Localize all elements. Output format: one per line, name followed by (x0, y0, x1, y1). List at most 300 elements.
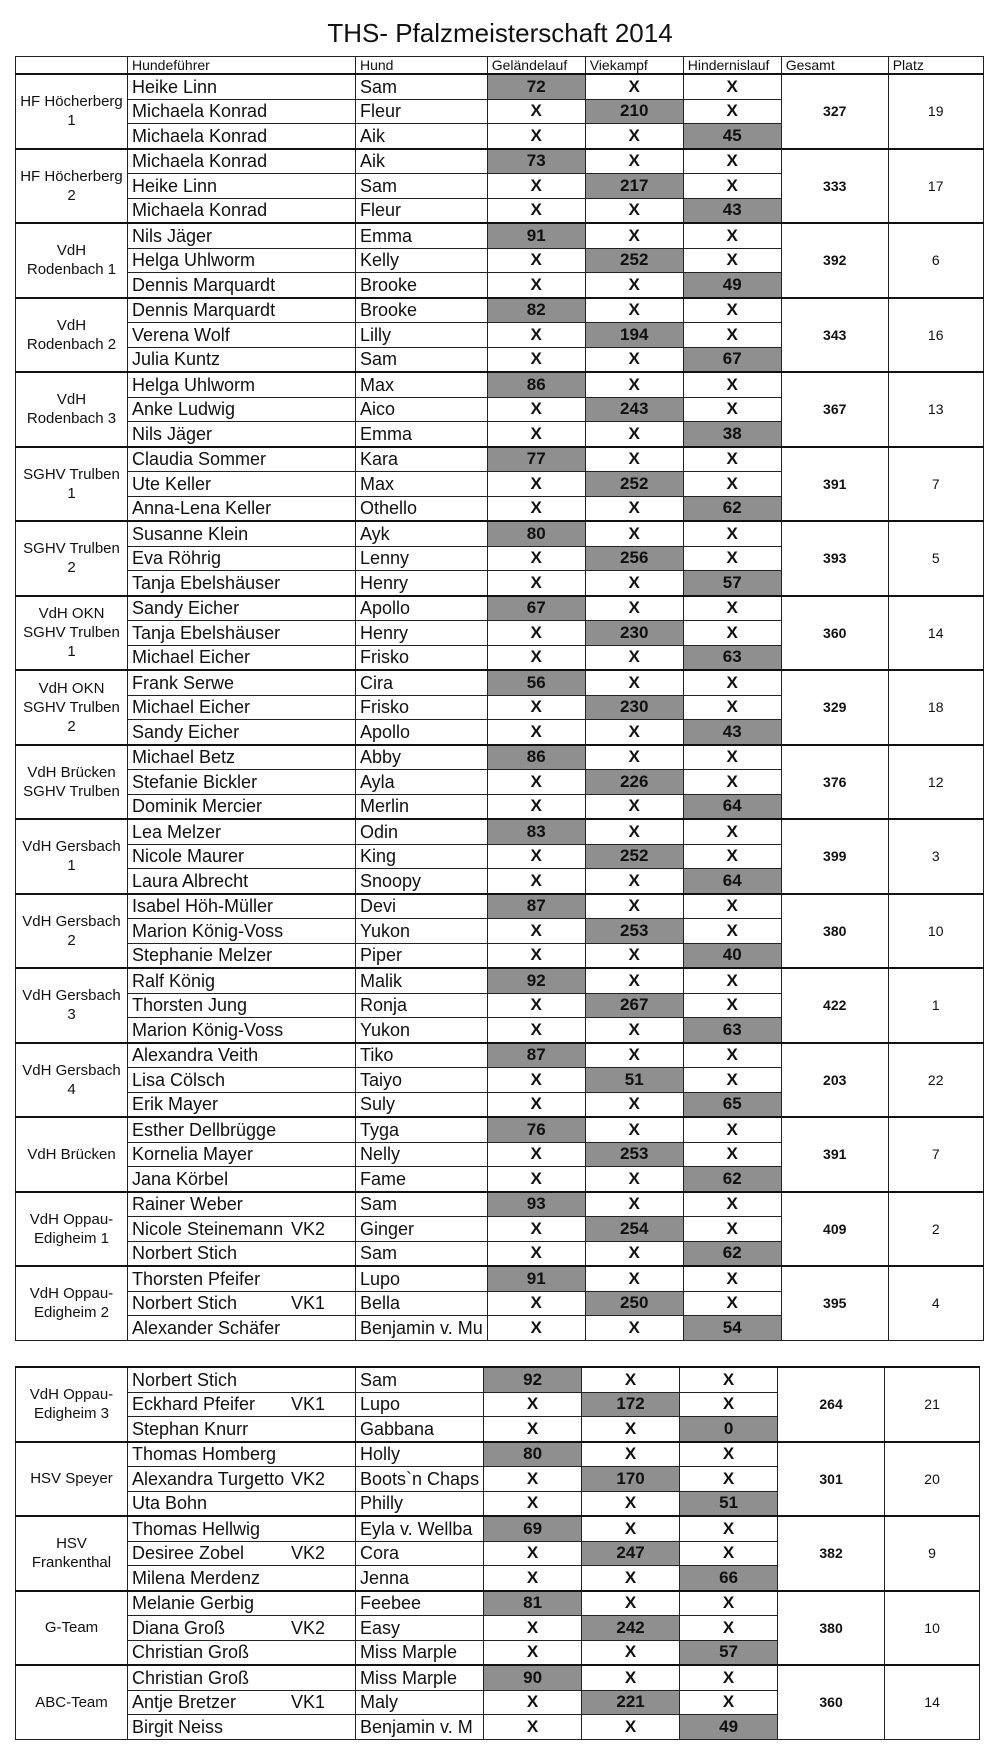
handler-cell (128, 819, 356, 844)
score-viekampf: X (585, 422, 683, 447)
handler-name: Tanja Ebelshäuser (132, 622, 281, 643)
score-hindernislauf: 49 (683, 273, 781, 298)
table-row (16, 372, 984, 397)
score-gelaendelauf: X (487, 124, 585, 149)
team-name: ABC-Team (16, 1665, 128, 1739)
score-hindernislauf: X (683, 174, 781, 199)
handler-cell (128, 198, 356, 223)
score-hindernislauf: X (683, 596, 781, 621)
gesamt-value: 422 (781, 968, 888, 1043)
platz-value: 7 (888, 1117, 983, 1192)
dog-name: Nelly (356, 1142, 488, 1167)
handler-name: Melanie Gerbig (132, 1593, 255, 1614)
score-hindernislauf: 40 (683, 943, 781, 968)
platz-value: 5 (888, 521, 983, 596)
score-gelaendelauf: 69 (484, 1516, 582, 1541)
handler-cell (128, 1167, 356, 1192)
score-viekampf: X (585, 124, 683, 149)
score-gelaendelauf: 93 (487, 1192, 585, 1217)
handler-cell (128, 645, 356, 670)
dog-name: Miss Marple (356, 1665, 484, 1690)
header-hindernislauf: Hindernislauf (683, 57, 781, 75)
handler-cell (128, 1640, 356, 1665)
table-row (16, 1665, 980, 1690)
score-hindernislauf: X (683, 223, 781, 248)
team-name: VdH Oppau-Edigheim 1 (16, 1192, 128, 1267)
handler-cell (128, 968, 356, 993)
handler-cell (128, 894, 356, 919)
score-hindernislauf: X (683, 1291, 781, 1316)
platz-value: 10 (888, 894, 983, 969)
dog-name: Apollo (356, 720, 488, 745)
team-name: HF Höcherberg 2 (16, 149, 128, 224)
platz-value: 18 (888, 670, 983, 745)
handler-cell (128, 397, 356, 422)
score-viekampf: 252 (585, 844, 683, 869)
handler-name: Michael Eicher (132, 697, 251, 718)
dog-name: Ayla (356, 770, 488, 795)
handler-name: Stephanie Melzer (132, 945, 273, 966)
handler-cell (128, 1491, 356, 1516)
dog-name: Frisko (356, 695, 488, 720)
handler-cell (128, 347, 356, 372)
gesamt-value: 393 (781, 521, 888, 596)
handler-cell (128, 1018, 356, 1043)
handler-cell (128, 1266, 356, 1291)
score-gelaendelauf: X (484, 1467, 582, 1492)
score-viekampf: X (585, 223, 683, 248)
score-gelaendelauf: X (484, 1541, 582, 1566)
handler-name: Marion König-Voss (132, 1019, 284, 1040)
handler-name: Michaela Konrad (132, 125, 268, 146)
handler-name: Isabel Höh-Müller (132, 896, 274, 917)
score-viekampf: X (585, 372, 683, 397)
score-viekampf: X (585, 1241, 683, 1266)
score-viekampf: X (582, 1640, 680, 1665)
score-hindernislauf: 64 (683, 869, 781, 894)
handler-cell (128, 720, 356, 745)
score-hindernislauf: X (683, 323, 781, 348)
handler-cell (128, 1367, 356, 1392)
handler-name: Laura Albrecht (132, 870, 249, 891)
score-viekampf: X (582, 1566, 680, 1591)
score-viekampf: 242 (582, 1616, 680, 1641)
score-gelaendelauf: 87 (487, 894, 585, 919)
handler-cell (128, 99, 356, 124)
gesamt-value: 343 (781, 298, 888, 373)
dog-name: Feebee (356, 1591, 484, 1616)
platz-value: 22 (888, 1043, 983, 1118)
score-hindernislauf: X (683, 99, 781, 124)
score-viekampf: X (585, 745, 683, 770)
score-gelaendelauf: 81 (484, 1591, 582, 1616)
score-gelaendelauf: X (487, 248, 585, 273)
score-viekampf: 253 (585, 919, 683, 944)
score-viekampf: X (582, 1715, 680, 1740)
table-row (16, 149, 984, 174)
vk-label: VK2 (290, 1468, 325, 1489)
dog-name: Boots`n Chaps (356, 1467, 484, 1492)
score-viekampf: X (585, 74, 683, 99)
handler-name: Nicole Maurer (132, 846, 245, 867)
score-gelaendelauf: X (487, 546, 585, 571)
score-viekampf: 230 (585, 695, 683, 720)
handler-name: Ralf König (132, 970, 216, 991)
score-gelaendelauf: 56 (487, 670, 585, 695)
gesamt-value: 380 (781, 894, 888, 969)
handler-name: Helga Uhlworm (132, 250, 256, 271)
dog-name: Yukon (356, 1018, 488, 1043)
table-row (16, 596, 984, 621)
score-gelaendelauf: X (487, 1142, 585, 1167)
score-hindernislauf: X (683, 546, 781, 571)
gesamt-value: 327 (781, 74, 888, 149)
header-hundefuehrer: Hundeführer (128, 57, 356, 75)
header-team (16, 57, 128, 75)
handler-cell (128, 1316, 356, 1341)
team-name: SGHV Trulben 2 (16, 521, 128, 596)
dog-name: Lupo (356, 1392, 484, 1417)
platz-value: 16 (888, 298, 983, 373)
dog-name: Odin (356, 819, 488, 844)
handler-name: Stefanie Bickler (132, 771, 258, 792)
gesamt-value: 391 (781, 1117, 888, 1192)
score-gelaendelauf: 83 (487, 819, 585, 844)
results-table-2 (15, 1366, 980, 1740)
handler-name: Jana Körbel (132, 1168, 229, 1189)
dog-name: Jenna (356, 1566, 484, 1591)
dog-name: Aico (356, 397, 488, 422)
handler-cell (128, 571, 356, 596)
score-viekampf: X (582, 1591, 680, 1616)
gesamt-value: 391 (781, 447, 888, 522)
table-row (16, 1591, 980, 1616)
handler-cell (128, 1442, 356, 1467)
table-row (16, 1192, 984, 1217)
handler-name: Marion König-Voss (132, 920, 284, 941)
table-row (16, 670, 984, 695)
handler-cell (128, 546, 356, 571)
handler-name: Diana Groß (132, 1617, 226, 1638)
score-viekampf: 170 (582, 1467, 680, 1492)
gesamt-value: 392 (781, 223, 888, 298)
handler-cell (128, 273, 356, 298)
dog-name: Devi (356, 894, 488, 919)
gesamt-value: 395 (781, 1266, 888, 1340)
handler-name: Lea Melzer (132, 821, 222, 842)
gesamt-value: 264 (778, 1367, 885, 1442)
handler-cell (128, 1715, 356, 1740)
dog-name: Malik (356, 968, 488, 993)
score-gelaendelauf: X (487, 1291, 585, 1316)
handler-name: Alexander Schäfer (132, 1317, 281, 1338)
dog-name: Ronja (356, 993, 488, 1018)
handler-name: Dominik Mercier (132, 796, 263, 817)
handler-name: Thomas Hellwig (132, 1518, 261, 1539)
header-gelaendelauf: Geländelauf (487, 57, 585, 75)
platz-value: 14 (885, 1665, 980, 1739)
handler-cell (128, 1217, 356, 1242)
score-viekampf: X (585, 670, 683, 695)
score-viekampf: X (585, 347, 683, 372)
score-gelaendelauf: 80 (487, 521, 585, 546)
handler-cell (128, 1241, 356, 1266)
score-viekampf: X (585, 943, 683, 968)
handler-cell (128, 1043, 356, 1068)
handler-name: Birgit Neiss (132, 1716, 224, 1737)
handler-name: Anke Ludwig (132, 399, 236, 420)
handler-name: Thorsten Jung (132, 995, 248, 1016)
handler-cell (128, 745, 356, 770)
score-hindernislauf: X (680, 1367, 778, 1392)
handler-cell (128, 422, 356, 447)
score-hindernislauf: X (683, 74, 781, 99)
dog-name: Brooke (356, 273, 488, 298)
handler-name: Ute Keller (132, 473, 212, 494)
team-name: SGHV Trulben 1 (16, 447, 128, 522)
handler-name: Frank Serwe (132, 672, 235, 693)
score-gelaendelauf: X (487, 869, 585, 894)
dog-name: Fame (356, 1167, 488, 1192)
dog-name: Apollo (356, 596, 488, 621)
team-name: VdH Gersbach 2 (16, 894, 128, 969)
platz-value: 14 (888, 596, 983, 671)
score-viekampf: X (585, 794, 683, 819)
handler-cell (128, 1516, 356, 1541)
gesamt-value: 380 (778, 1591, 885, 1666)
score-hindernislauf: X (683, 819, 781, 844)
score-hindernislauf: X (683, 621, 781, 646)
handler-cell (128, 670, 356, 695)
score-hindernislauf: 57 (683, 571, 781, 596)
score-hindernislauf: X (683, 1068, 781, 1093)
gesamt-value: 360 (781, 596, 888, 671)
score-hindernislauf: 54 (683, 1316, 781, 1341)
score-gelaendelauf: 87 (487, 1043, 585, 1068)
score-gelaendelauf: 91 (487, 1266, 585, 1291)
handler-cell (128, 1291, 356, 1316)
handler-cell (128, 844, 356, 869)
handler-cell (128, 521, 356, 546)
dog-name: Benjamin v. M (356, 1715, 484, 1740)
handler-name: Alexandra Turgetto (132, 1468, 285, 1489)
dog-name: Suly (356, 1092, 488, 1117)
table-row (16, 447, 984, 472)
score-viekampf: X (585, 596, 683, 621)
handler-name: Kornelia Mayer (132, 1144, 254, 1165)
dog-name: Merlin (356, 794, 488, 819)
score-gelaendelauf: 73 (487, 149, 585, 174)
dog-name: Cora (356, 1541, 484, 1566)
platz-value: 12 (888, 745, 983, 820)
dog-name: Emma (356, 223, 488, 248)
results-table-1 (15, 56, 984, 1341)
team-name: HSV Speyer (16, 1442, 128, 1517)
handler-name: Susanne Klein (132, 523, 249, 544)
score-hindernislauf: 65 (683, 1092, 781, 1117)
score-viekampf: 253 (585, 1142, 683, 1167)
handler-name: Anna-Lena Keller (132, 498, 272, 519)
platz-value: 9 (885, 1516, 980, 1591)
score-gelaendelauf: 92 (487, 968, 585, 993)
table-row (16, 819, 984, 844)
score-gelaendelauf: X (487, 1241, 585, 1266)
score-gelaendelauf: 82 (487, 298, 585, 323)
handler-name: Michael Eicher (132, 647, 251, 668)
score-hindernislauf: X (683, 993, 781, 1018)
handler-cell (128, 223, 356, 248)
score-viekampf: X (585, 819, 683, 844)
dog-name: Philly (356, 1491, 484, 1516)
score-gelaendelauf: X (487, 397, 585, 422)
dog-name: Snoopy (356, 869, 488, 894)
handler-name: Sandy Eicher (132, 721, 240, 742)
score-gelaendelauf: X (487, 720, 585, 745)
score-hindernislauf: 57 (680, 1640, 778, 1665)
handler-name: Heike Linn (132, 76, 218, 97)
handler-cell (128, 596, 356, 621)
handler-name: Norbert Stich (132, 1243, 238, 1264)
score-hindernislauf: 45 (683, 124, 781, 149)
handler-cell (128, 1117, 356, 1142)
score-gelaendelauf: 76 (487, 1117, 585, 1142)
header-row (16, 57, 984, 75)
team-name: VdH Brücken SGHV Trulben (16, 745, 128, 820)
score-hindernislauf: X (683, 1142, 781, 1167)
score-gelaendelauf: 91 (487, 223, 585, 248)
handler-name: Michaela Konrad (132, 200, 268, 221)
platz-value: 3 (888, 819, 983, 894)
handler-cell (128, 621, 356, 646)
handler-cell (128, 1566, 356, 1591)
score-gelaendelauf: X (487, 1167, 585, 1192)
handler-cell (128, 1591, 356, 1616)
score-gelaendelauf: X (484, 1566, 582, 1591)
handler-cell (128, 248, 356, 273)
score-gelaendelauf: X (487, 794, 585, 819)
dog-name: Bella (356, 1291, 488, 1316)
score-viekampf: X (585, 720, 683, 745)
vk-label: VK1 (290, 1394, 325, 1415)
score-hindernislauf: X (680, 1665, 778, 1690)
score-viekampf: X (585, 521, 683, 546)
dog-name: Sam (356, 74, 488, 99)
team-name: VdH Rodenbach 1 (16, 223, 128, 298)
score-viekampf: 247 (582, 1541, 680, 1566)
score-viekampf: 250 (585, 1291, 683, 1316)
handler-cell (128, 1142, 356, 1167)
score-gelaendelauf: 90 (484, 1665, 582, 1690)
dog-name: Maly (356, 1690, 484, 1715)
dog-name: Aik (356, 149, 488, 174)
score-gelaendelauf: X (487, 472, 585, 497)
handler-name: Tanja Ebelshäuser (132, 572, 281, 593)
score-viekampf: X (585, 298, 683, 323)
score-gelaendelauf: X (487, 770, 585, 795)
handler-name: Verena Wolf (132, 324, 230, 345)
score-viekampf: X (585, 1117, 683, 1142)
handler-name: Nils Jäger (132, 225, 213, 246)
score-viekampf: 194 (585, 323, 683, 348)
score-hindernislauf: X (680, 1541, 778, 1566)
header-viekampf: Viekampf (585, 57, 683, 75)
score-gelaendelauf: X (487, 844, 585, 869)
score-viekampf: 226 (585, 770, 683, 795)
score-viekampf: 217 (585, 174, 683, 199)
score-viekampf: X (582, 1516, 680, 1541)
handler-name: Stephan Knurr (132, 1418, 249, 1439)
team-name: VdH Gersbach 1 (16, 819, 128, 894)
dog-name: Tyga (356, 1117, 488, 1142)
score-viekampf: X (585, 1018, 683, 1043)
score-gelaendelauf: X (484, 1616, 582, 1641)
platz-value: 10 (885, 1591, 980, 1666)
score-hindernislauf: X (683, 149, 781, 174)
score-hindernislauf: X (680, 1516, 778, 1541)
dog-name: Sam (356, 347, 488, 372)
handler-cell (128, 472, 356, 497)
gesamt-value: 301 (778, 1442, 885, 1517)
score-viekampf: 267 (585, 993, 683, 1018)
score-gelaendelauf: X (487, 1217, 585, 1242)
page-title: THS- Pfalzmeisterschaft 2014 (327, 18, 673, 48)
handler-name: Esther Dellbrügge (132, 1119, 277, 1140)
score-gelaendelauf: 80 (484, 1442, 582, 1467)
score-gelaendelauf: 67 (487, 596, 585, 621)
score-hindernislauf: X (683, 695, 781, 720)
score-gelaendelauf: X (484, 1640, 582, 1665)
score-viekampf: X (585, 1043, 683, 1068)
dog-name: Piper (356, 943, 488, 968)
gesamt-value: 399 (781, 819, 888, 894)
dog-name: Abby (356, 745, 488, 770)
score-gelaendelauf: X (487, 99, 585, 124)
team-name: VdH Rodenbach 2 (16, 298, 128, 373)
team-name: VdH Brücken (16, 1117, 128, 1192)
dog-name: Sam (356, 1241, 488, 1266)
score-hindernislauf: 62 (683, 496, 781, 521)
dog-name: Benjamin v. Mu (356, 1316, 488, 1341)
dog-name: Miss Marple (356, 1640, 484, 1665)
handler-name: Heike Linn (132, 175, 218, 196)
score-hindernislauf: X (683, 670, 781, 695)
dog-name: Taiyo (356, 1068, 488, 1093)
handler-cell (128, 149, 356, 174)
handler-cell (128, 1541, 356, 1566)
score-hindernislauf: 49 (680, 1715, 778, 1740)
handler-name: Norbert Stich (132, 1293, 238, 1314)
score-gelaendelauf: X (487, 323, 585, 348)
score-viekampf: 256 (585, 546, 683, 571)
table-row (16, 1367, 980, 1392)
score-viekampf: X (585, 571, 683, 596)
dog-name: Easy (356, 1616, 484, 1641)
gesamt-value: 333 (781, 149, 888, 224)
score-viekampf: 254 (585, 1217, 683, 1242)
score-hindernislauf: 62 (683, 1241, 781, 1266)
score-hindernislauf: X (683, 1217, 781, 1242)
handler-name: Michaela Konrad (132, 101, 268, 122)
platz-value: 7 (888, 447, 983, 522)
handler-cell (128, 447, 356, 472)
vk-label: VK1 (290, 1692, 325, 1713)
team-name: HSV Frankenthal (16, 1516, 128, 1591)
handler-name: Antje Bretzer (132, 1692, 237, 1713)
handler-name: Julia Kuntz (132, 349, 221, 370)
handler-cell (128, 770, 356, 795)
handler-name: Nils Jäger (132, 423, 213, 444)
score-viekampf: X (585, 869, 683, 894)
